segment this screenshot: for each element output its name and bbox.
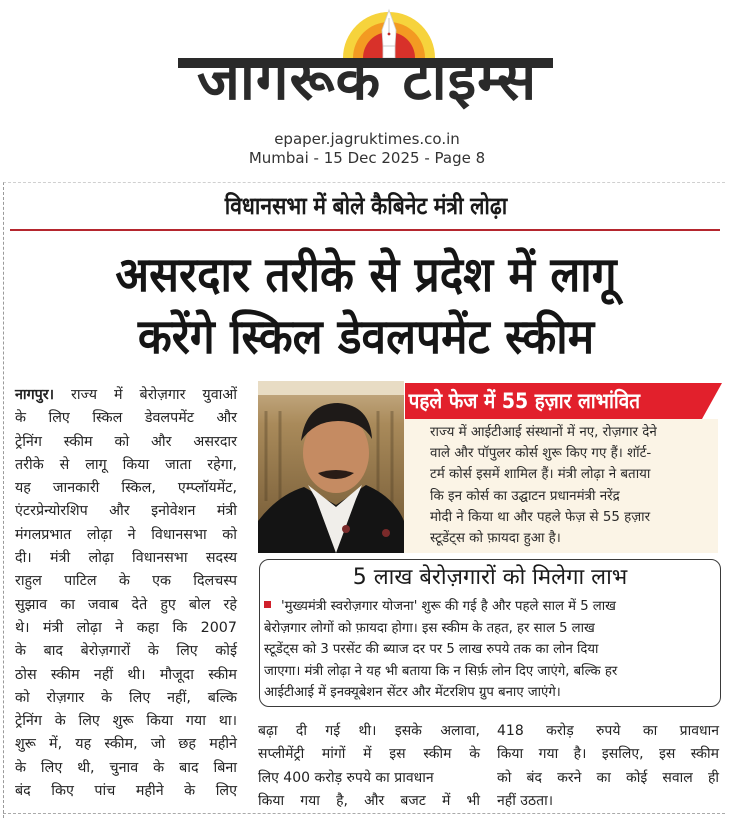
body-line: मंगलप्रभात लोढ़ा ने विधानसभा को (15, 526, 237, 543)
body-line: बंद किए पांच महीने के लिए (15, 783, 237, 800)
info-line: आईटीआई में इनक्यूबेशन सेंटर और मेंटरशिप ग्रुप बनाए जाएंगे। (264, 685, 561, 700)
body-line: ठोस स्कीम नहीं थी। मौजूदा स्कीम (15, 666, 237, 683)
body-line: के लिए स्किल डेवलपमेंट और (15, 410, 237, 427)
body-line: बढ़ा दी गई थी। इसके अलावा, (258, 723, 480, 739)
sidebar-line: मोदी ने किया था और पहले फेज़ से 55 हज़ार (430, 509, 651, 525)
body-line: शुरू में, यह स्कीम, जो छह महीने (15, 736, 237, 753)
body-line: थे। मंत्री लोढ़ा ने कहा कि 2007 (15, 619, 237, 636)
sidebar-line: राज्य में आईटीआई संस्थानों में नए, रोज़गार देने (430, 425, 657, 440)
body-line: ट्रेनिंग स्कीम को और असरदार (15, 433, 237, 450)
info-box-title: 5 लाख बेरोज़गारों को मिलेगा लाभ (352, 565, 628, 590)
dateline: नागपुर। (15, 387, 55, 403)
info-line: स्टूडेंट्स को 3 परसेंट की ब्याज दर पर 5 लाख रुपये तक का लोन दिया (264, 642, 599, 657)
article-body-right-column (497, 720, 719, 813)
edition-line: Mumbai - 15 Dec 2025 - Page 8 (248, 149, 486, 167)
body-line: ट्रेनिंग के लिए शुरू किया गया था। (15, 713, 237, 730)
body-line: एंटरप्रेन्योरशिप और इनोवेशन मंत्री (15, 503, 237, 520)
body-line: तरीके से लागू किया जाता रहेगा, (15, 456, 237, 473)
sidebar-line: स्टूडेंट्स को फ़ायदा हुआ है। (430, 531, 561, 547)
body-line: दी। मंत्री लोढ़ा विधानसभा सदस्य (15, 550, 237, 567)
sidebar-banner-title: पहले फेज में 55 हज़ार लाभांवित (408, 389, 641, 413)
body-line: सुझाव का जवाब देते हुए बोल रहे (15, 596, 237, 613)
article-body-left-column (15, 384, 237, 803)
body-line: 418 करोड़ रुपये का प्रावधान (497, 723, 719, 739)
body-line: सप्लीमेंट्री मांगों में इस स्कीम के (258, 746, 480, 763)
headline-line: असरदार तरीके से प्रदेश में लागू (115, 247, 617, 303)
body-line: के लिए थी, चुनाव के बाद बिना (15, 759, 237, 776)
newspaper-logo: जागरूक टाइम्स (196, 45, 538, 113)
body-line: नहीं उठता। (497, 792, 553, 809)
body-line: यह जानकारी स्किल, एम्प्लॉयमेंट, (15, 480, 237, 497)
info-line: बेरोज़गार लोगों को फ़ायदा होगा। इस स्कीम के तहत, हर साल 5 लाख (264, 620, 595, 636)
minister-portrait-illustration (258, 381, 404, 553)
info-line: जाएगा। मंत्री लोढ़ा ने यह भी बताया कि न सिर्फ़ लोन दिए जाएंगे, बल्कि हर (264, 663, 618, 679)
masthead (0, 0, 734, 172)
article-kicker: विधानसभा में बोले कैबिनेट मंत्री लोढ़ा (224, 192, 508, 220)
body-line: नागपुर। राज्य में बेरोज़गार युवाओं (15, 387, 237, 403)
body-line: किया गया है। इसलिए, इस स्कीम (497, 746, 719, 763)
sidebar-box-text (430, 422, 718, 549)
info-box-text (264, 596, 716, 704)
article-headline (10, 244, 722, 368)
body-line: के बाद बेरोज़गारों के लिए कोई (15, 643, 237, 660)
sidebar-line: टर्म कोर्स इसमें शामिल हैं। मंत्री लोढ़ा ने बताया (430, 467, 651, 483)
site-url: epaper.jagruktimes.co.in (274, 130, 460, 148)
minister-photo (258, 381, 404, 553)
body-line: को रोज़गार के लिए नहीं, बल्कि (15, 689, 237, 706)
body-line: किया गया है, और बजट में भी (258, 792, 480, 809)
bullet-square-icon (264, 601, 271, 608)
body-line: को बंद करने का कोई सवाल ही (497, 769, 719, 786)
body-line: राहुल पाटिल के एक दिलचस्प (15, 573, 237, 590)
article-body-middle-column (258, 720, 480, 813)
body-line: लिए 400 करोड़ रुपये का प्रावधान (258, 769, 434, 786)
sidebar-line: वाले और पॉपुलर कोर्स शुरू किए गए हैं। शॉर्ट- (430, 446, 652, 462)
sidebar-line: कि इन कोर्स का उद्घाटन प्रधानमंत्री नरेंद्र (430, 488, 620, 504)
kicker-divider (10, 229, 720, 231)
info-line: 'मुख्यमंत्री स्वरोज़गार योजना' शुरू की गई है और पहले साल में 5 लाख (264, 596, 716, 618)
headline-line: करेंगे स्किल डेवलपमेंट स्कीम (137, 309, 595, 365)
